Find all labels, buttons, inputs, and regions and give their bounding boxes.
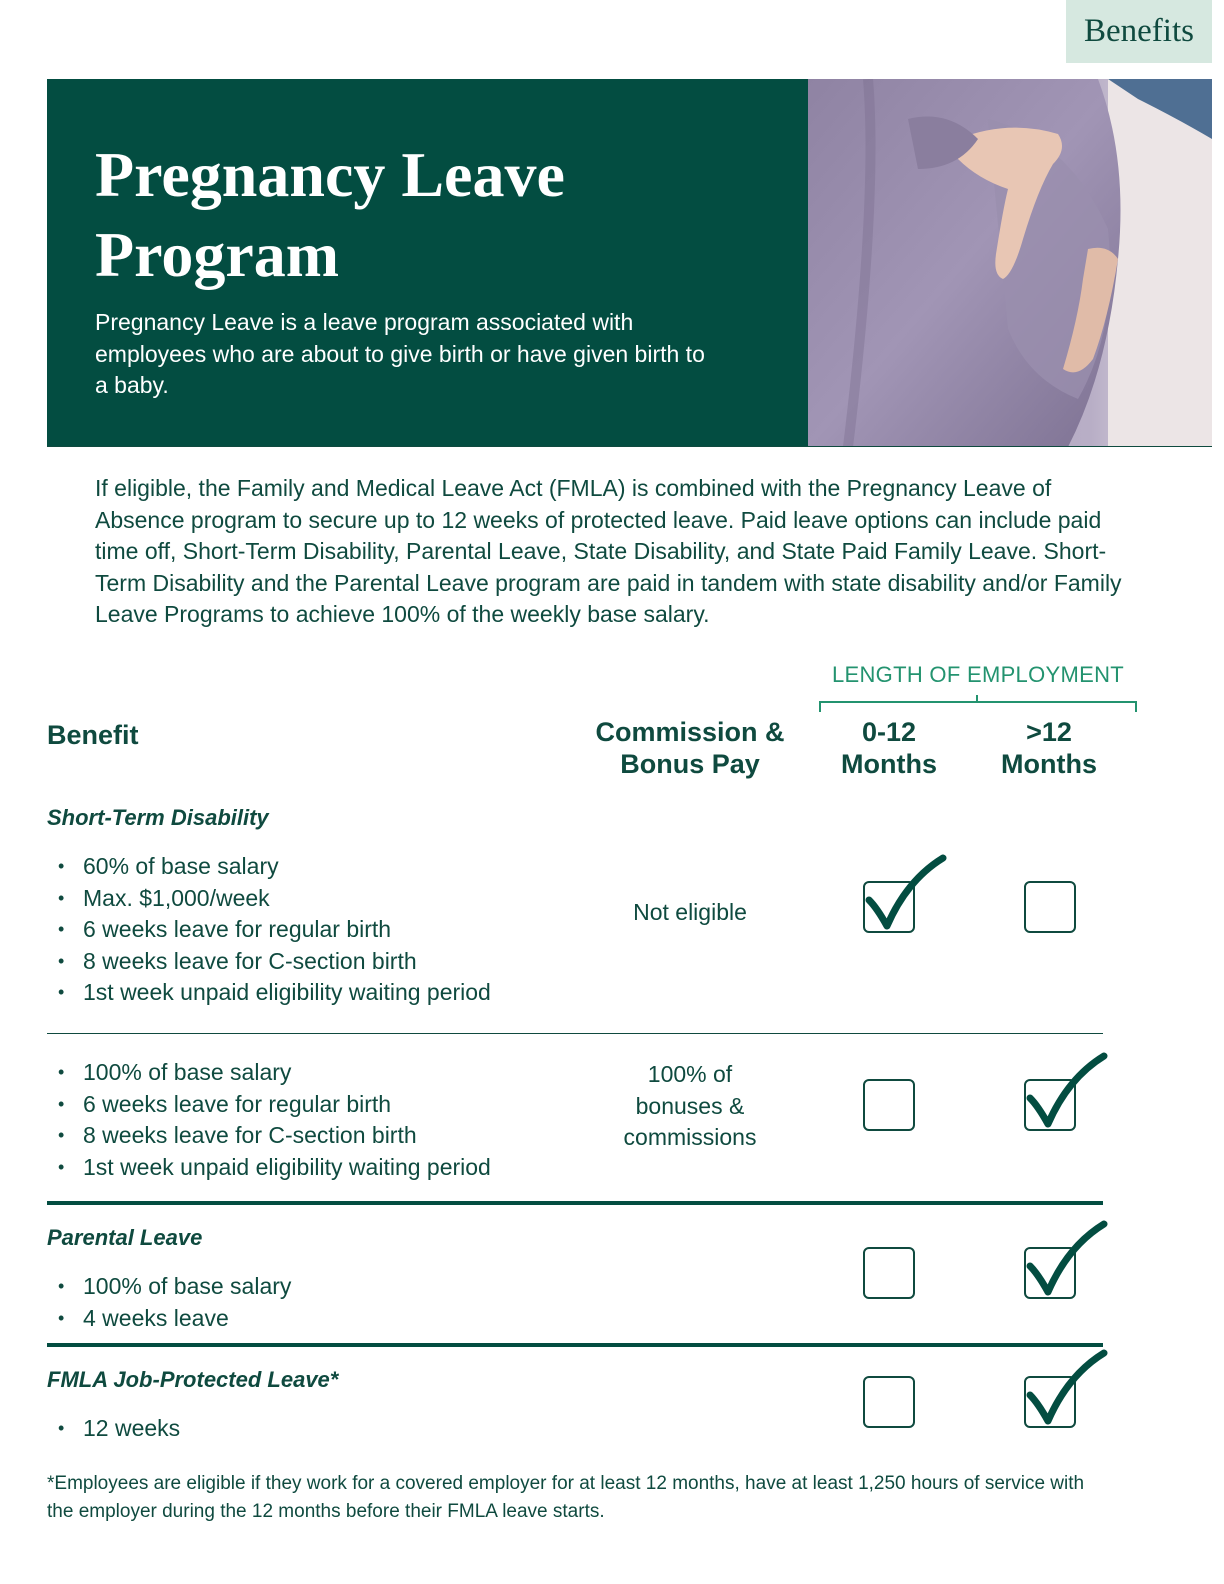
title-line-1: Pregnancy Leave	[95, 139, 565, 210]
parental-0-12-checkbox	[863, 1247, 915, 1299]
check-icon	[1024, 1345, 1114, 1435]
footnote: *Employees are eligible if they work for a covered employer for at least 12 months, have at least 1,250 hours of service with the employer during the 12 months before their FMLA leave starts.	[47, 1473, 1085, 1522]
enhanced-0-12-checkbox	[863, 1079, 915, 1131]
hero-banner	[47, 79, 808, 447]
months-0-12-header-line-1: 0-12	[861, 717, 917, 747]
section-tag: Benefits	[1066, 0, 1212, 63]
list-item: • 1st week unpaid eligibility waiting period	[58, 977, 491, 1009]
list-item: • 100% of base salary	[58, 1057, 491, 1089]
list-item: • 1st week unpaid eligibility waiting period	[58, 1152, 491, 1184]
list-item: • 6 weeks leave for regular birth	[58, 914, 491, 946]
commission-line-1: 100% of	[647, 1061, 733, 1087]
months-0-12-header-line-2: Months	[841, 748, 937, 779]
enhanced-commission-value	[580, 1059, 800, 1154]
list-item: • Max. $1,000/week	[58, 883, 491, 915]
list-item: • 8 weeks leave for C-section birth	[58, 1120, 491, 1152]
short-term-disability-title: Short-Term Disability	[47, 805, 269, 830]
commission-header-line-2: Bonus Pay	[620, 748, 760, 779]
title-line-2: Program	[95, 219, 340, 290]
short-term-commission-value: Not eligible	[633, 899, 747, 925]
check-icon	[1024, 1048, 1114, 1138]
list-item: • 6 weeks leave for regular birth	[58, 1089, 491, 1121]
check-icon	[1024, 1216, 1114, 1306]
list-item: • 8 weeks leave for C-section birth	[58, 946, 491, 978]
commission-column-header	[580, 717, 800, 780]
section-divider	[47, 1201, 1103, 1205]
commission-line-3: commissions	[623, 1124, 757, 1151]
commission-header-line-1: Commission &	[595, 717, 785, 747]
check-icon	[863, 850, 953, 940]
months-0-12-column-header	[820, 717, 958, 780]
fmla-list	[58, 1413, 180, 1445]
list-item: • 4 weeks leave	[58, 1303, 291, 1335]
hero-description: Pregnancy Leave is a leave program associated with employees who are about to give birth or have given birth to a baby.	[95, 309, 705, 398]
benefit-column-header: Benefit	[47, 720, 139, 750]
fmla-0-12-checkbox	[863, 1376, 915, 1428]
intro-paragraph: If eligible, the Family and Medical Leave Act (FMLA) is combined with the Pregnancy Leave of Absence program to secure up to 12 weeks of protected leave. Paid leave options can include paid time off, Short-Term Disability, Parental Leave, State Disability, and State Paid Family Leave. Short-Term Disability and the Parental Leave program are paid in tandem with state disability and/or Family Leave Programs to achieve 100% of the weekly base salary.	[95, 475, 1122, 628]
months-gt12-header-line-2: Months	[1001, 748, 1097, 779]
parental-leave-title: Parental Leave	[47, 1225, 203, 1250]
section-divider	[47, 1343, 1103, 1347]
months-gt12-column-header	[980, 717, 1118, 780]
list-item: • 60% of base salary	[58, 851, 491, 883]
page-title	[95, 135, 715, 295]
short-term-disability-list	[58, 851, 491, 1009]
fmla-title: FMLA Job-Protected Leave*	[47, 1367, 339, 1392]
hero-divider	[47, 446, 1212, 447]
parental-leave-list	[58, 1271, 291, 1334]
commission-line-2: bonuses &	[635, 1092, 745, 1119]
list-item: • 100% of base salary	[58, 1271, 291, 1303]
list-item: • 12 weeks	[58, 1413, 180, 1445]
hero-photo	[808, 79, 1212, 447]
months-gt12-header-line-1: >12	[1026, 717, 1072, 747]
length-of-employment-label: LENGTH OF EMPLOYMENT	[831, 662, 1125, 687]
length-bracket	[819, 694, 1137, 714]
row-divider	[47, 1033, 1103, 1034]
enhanced-disability-list	[58, 1057, 491, 1183]
short-term-gt12-checkbox	[1024, 881, 1076, 933]
